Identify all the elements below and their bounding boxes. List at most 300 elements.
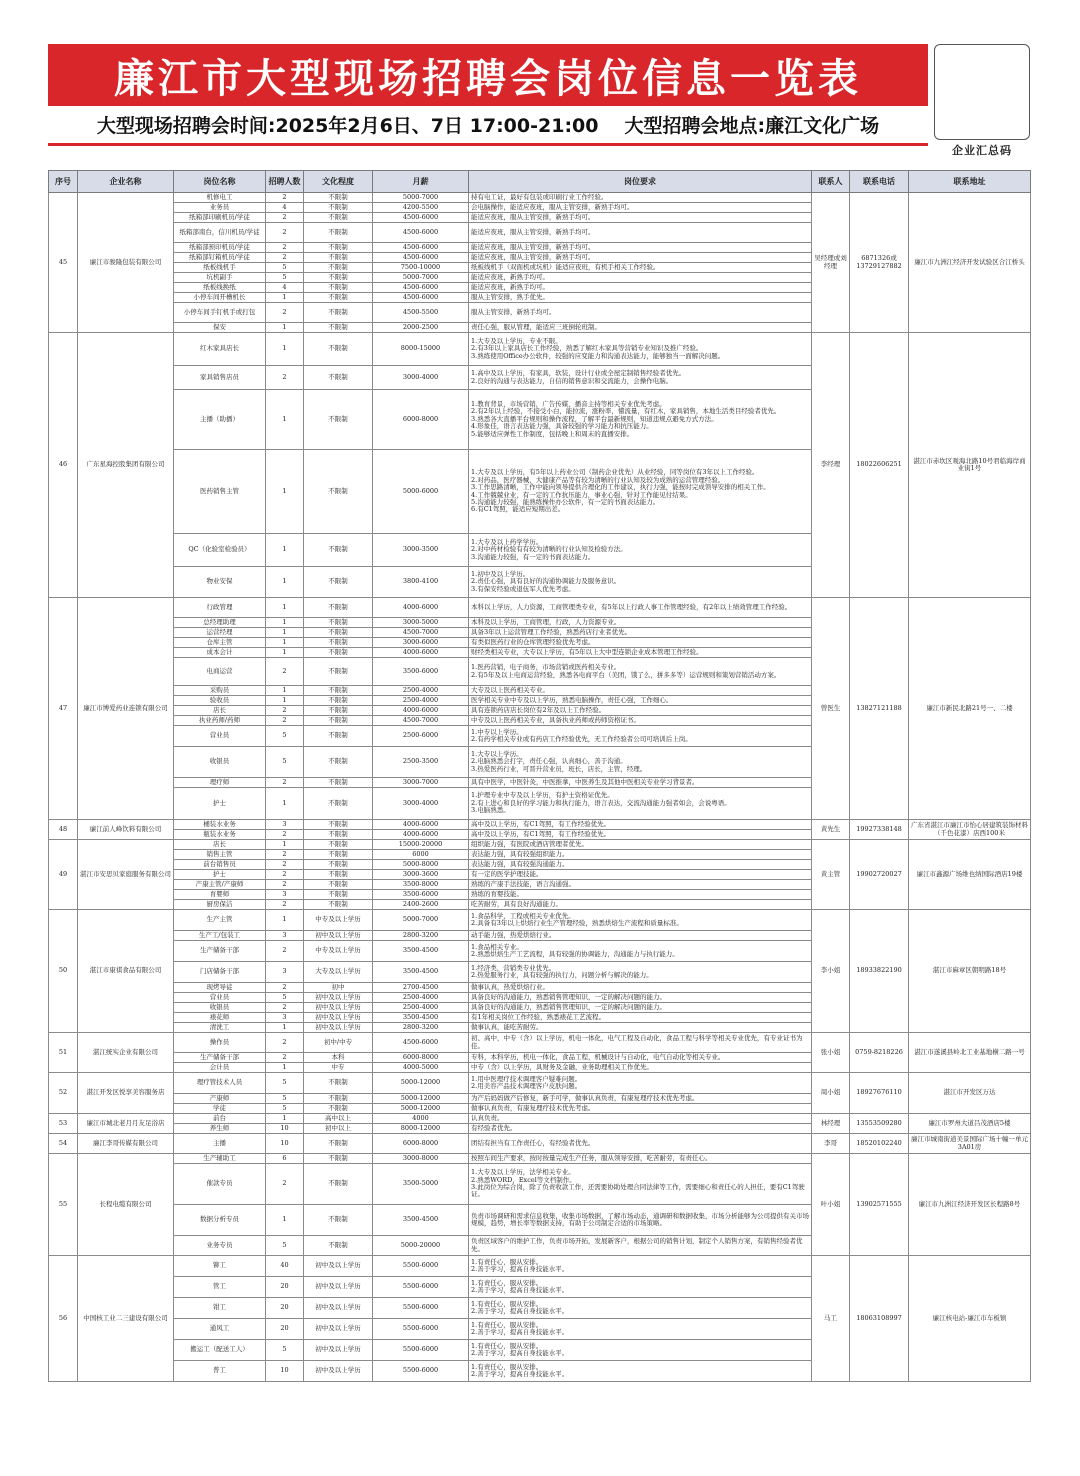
table-row <box>49 1073 1031 1094</box>
requirement-line: 表达能力强，具有较强沟通能力。 <box>471 859 569 868</box>
job-title: 产康师 <box>174 1094 266 1104</box>
requirement-line: 做事认真负责，有康复理疗技术优先考虑。 <box>471 1103 595 1112</box>
headcount: 20 <box>266 1319 304 1340</box>
requirement-line: 动手能力强，热爱烘焙行业。 <box>471 930 556 939</box>
job-requirements <box>469 1124 812 1134</box>
job-title: 裱花师 <box>174 1013 266 1023</box>
requirement-line: 1.大专及以上学历，法学相关专业。 <box>471 1168 575 1177</box>
job-requirements <box>469 366 812 390</box>
job-requirements <box>469 213 812 223</box>
salary: 5500-6000 <box>373 1361 469 1382</box>
requirement-line: 责任心强，服从管理，能适应三班倒轮班制。 <box>471 322 601 331</box>
requirement-line: 2.对中药材检验有有较为清晰的行业认知及检验方法。 <box>471 545 627 554</box>
salary: 5000-7000 <box>373 910 469 931</box>
requirement-line: 负责市场调研和需求信息收集，收集市场数据，了解市场动态，通调研和数据收集，市场分析能够为公司提供有关市场规模，趋势，增长率等数据支持，有助于公司制定合适的市场策略。 <box>471 1211 809 1227</box>
education: 不限制 <box>304 1205 373 1236</box>
headcount: 3 <box>266 1013 304 1023</box>
job-requirements <box>469 390 812 450</box>
job-requirements <box>469 840 812 850</box>
company-name: 廉江市城北老月月友足浴店 <box>78 1114 174 1134</box>
job-title: 店长 <box>174 706 266 716</box>
job-title: 采购员 <box>174 686 266 696</box>
requirement-line: 能适应夜班，新熟手均可。 <box>471 272 549 281</box>
requirement-line: 能适应夜班，服从主管安排，新熟手均可。 <box>471 242 595 251</box>
salary: 3000-4000 <box>373 788 469 820</box>
company-number: 49 <box>49 840 78 910</box>
education: 不限制 <box>304 850 373 860</box>
education: 本科 <box>304 1053 373 1063</box>
education: 不限制 <box>304 860 373 870</box>
education: 不限制 <box>304 1094 373 1104</box>
salary: 3000-5000 <box>373 618 469 628</box>
education: 不限制 <box>304 1134 373 1154</box>
col-header: 文化程度 <box>304 171 373 193</box>
job-requirements <box>469 1298 812 1319</box>
job-requirements <box>469 263 812 273</box>
job-requirements <box>469 283 812 293</box>
contact-person: 马工 <box>812 1256 850 1382</box>
contact-address: 湛江市遂溪县岭北工业基地横二路一号 <box>909 1033 1031 1073</box>
company-name: 湛江统实企业有限公司 <box>78 1033 174 1073</box>
job-requirements <box>469 1063 812 1073</box>
job-title: 物业安保 <box>174 567 266 598</box>
requirement-line: 1.大专及以上学历，专业不限。 <box>471 336 562 345</box>
table-row <box>49 910 1031 931</box>
requirement-line: 4.形象佳，语言表达能力强，具备较强的学习能力和抗压能力。 <box>471 422 653 431</box>
requirement-line: 表达能力强，具有较强组织能力。 <box>471 849 569 858</box>
table-row <box>49 1154 1031 1164</box>
table-row <box>49 598 1031 618</box>
company-number: 50 <box>49 910 78 1033</box>
headcount: 2 <box>266 900 304 910</box>
requirement-line: 2.有药学相关专业或有药店工作经验优先，无工作经验者公司可培训后上岗。 <box>471 735 692 743</box>
salary: 15000-20000 <box>373 840 469 850</box>
salary: 6000-8000 <box>373 390 469 450</box>
job-requirements <box>469 706 812 716</box>
table-row <box>49 820 1031 830</box>
salary: 5000-12000 <box>373 1094 469 1104</box>
job-requirements <box>469 941 812 962</box>
table-row <box>49 840 1031 850</box>
job-title: 钳工 <box>174 1298 266 1319</box>
headcount: 1 <box>266 1205 304 1236</box>
requirement-line: 5.沟通能力较强，能熟练操作办公软件，有一定的书面表达能力。 <box>471 497 660 506</box>
headcount: 1 <box>266 638 304 648</box>
salary: 5500-6000 <box>373 1298 469 1319</box>
company-name: 中国核工业二三建设有限公司 <box>78 1256 174 1382</box>
salary: 3800-4100 <box>373 567 469 598</box>
requirement-line: 熟练的育婴技能。 <box>471 889 523 898</box>
headcount: 1 <box>266 293 304 303</box>
requirement-line: 2.善于学习，提高自身技能水平。 <box>471 1307 569 1315</box>
headcount: 5 <box>266 1236 304 1256</box>
headcount: 1 <box>266 648 304 658</box>
requirement-line: 有类似医药行业的仓库管理经验优先考虑。 <box>471 637 595 646</box>
requirement-line: 1.有责任心，服从安排。 <box>471 1257 543 1266</box>
headcount: 6 <box>266 1154 304 1164</box>
event-location: 大型招聘会地点:廉江文化广场 <box>624 115 880 137</box>
headcount: 5 <box>266 263 304 273</box>
job-requirements <box>469 778 812 788</box>
salary: 5000-12000 <box>373 1104 469 1114</box>
requirement-line: 2.熟悉WORD，Excel等文档制作。 <box>471 1175 576 1184</box>
requirement-line: 熟练的产康手法技能，语言沟通强。 <box>471 879 575 888</box>
job-title: 前台 <box>174 1114 266 1124</box>
salary: 2800-3200 <box>373 931 469 941</box>
table-row <box>49 333 1031 366</box>
headcount: 1 <box>266 333 304 366</box>
job-title: 理疗管技术人员 <box>174 1073 266 1094</box>
salary: 5000-6000 <box>373 450 469 534</box>
education: 初中/中专 <box>304 1033 373 1053</box>
job-requirements <box>469 1134 812 1154</box>
requirement-line: 服从主管安排，新熟手均可。 <box>471 307 556 316</box>
salary: 2700-4500 <box>373 983 469 993</box>
headcount: 1 <box>266 696 304 706</box>
job-title: 红木家具店长 <box>174 333 266 366</box>
education: 不限制 <box>304 830 373 840</box>
job-requirements <box>469 962 812 983</box>
requirement-line: 1.护理专业中专及以上学历，有护士资格证优先。 <box>471 791 614 800</box>
salary: 2500-3500 <box>373 747 469 778</box>
education: 不限制 <box>304 1164 373 1205</box>
requirement-line: 2.对药品，医疗器械，大健康产品等有较为清晰的行业认知及较为成熟的运营管理经验。 <box>471 475 725 484</box>
job-requirements <box>469 1164 812 1205</box>
headcount: 1 <box>266 1063 304 1073</box>
salary: 5500-6000 <box>373 1277 469 1298</box>
salary: 4500-7000 <box>373 628 469 638</box>
headcount: 2 <box>266 716 304 726</box>
table-body <box>49 193 1031 1382</box>
company-number: 47 <box>49 598 78 820</box>
education: 不限制 <box>304 658 373 686</box>
education: 不限制 <box>304 880 373 890</box>
contact-person: 林经理 <box>812 1114 850 1134</box>
job-title: 生产主管 <box>174 910 266 931</box>
requirement-line: 吃苦耐劳，具有良好沟通能力。 <box>471 899 562 908</box>
company-name: 湛江开发区悦享美容服务店 <box>78 1073 174 1114</box>
requirement-line: 财经类相关专业，大专以上学历，有5年以上大中型连锁企业成本管理工作经验。 <box>471 647 703 656</box>
contact-address: 廉江市鑫源广场维也纳国际酒店19楼 <box>909 840 1031 910</box>
job-title: 机修电工 <box>174 193 266 203</box>
education: 初中及以上学历 <box>304 1340 373 1361</box>
requirement-line: 专科，本科学历，机电一体化，食品工程，机械设计与自动化，电气自动化等相关专业。 <box>471 1052 725 1061</box>
col-header: 联系地址 <box>909 171 1031 193</box>
requirement-line: 2.良好的沟通与表达能力，自信的销售意识和交流能力，会操作电脑。 <box>471 376 673 385</box>
headcount: 2 <box>266 870 304 880</box>
headcount: 1 <box>266 628 304 638</box>
education: 初中及以上学历 <box>304 1361 373 1382</box>
contact-phone: 6871326或13729127882 <box>850 193 909 333</box>
salary: 2000-2500 <box>373 323 469 333</box>
salary: 3500-6000 <box>373 658 469 686</box>
requirement-line: 4.工作兢兢业业，有一定的工作抗压能力，事业心强，针对工作能见付结果。 <box>471 490 692 499</box>
headcount: 1 <box>266 788 304 820</box>
requirement-line: 1.有责任心，服从安排。 <box>471 1320 543 1329</box>
requirement-line: 1.有责任心，服从安排。 <box>471 1341 543 1350</box>
salary: 3500-8000 <box>373 880 469 890</box>
education: 初中及以上学历 <box>304 993 373 1003</box>
job-title: 纸板线换纸 <box>174 283 266 293</box>
job-title: 纸箱部南台，信川机员/学徒 <box>174 223 266 243</box>
job-title: 操作员 <box>174 1033 266 1053</box>
headcount: 5 <box>266 993 304 1003</box>
job-title: 学徒 <box>174 1104 266 1114</box>
requirement-line: 为产后妈妈做产后修复，新手可学，做事认真负责，有康复理疗技术优先考虑。 <box>471 1093 699 1102</box>
education: 不限制 <box>304 223 373 243</box>
job-requirements <box>469 1236 812 1256</box>
job-requirements <box>469 1073 812 1094</box>
headcount: 2 <box>266 1033 304 1053</box>
job-title: 主播（助播） <box>174 390 266 450</box>
education: 不限制 <box>304 648 373 658</box>
table-row <box>49 1256 1031 1277</box>
job-requirements <box>469 534 812 567</box>
salary: 3500-4500 <box>373 1013 469 1023</box>
requirement-line: 具备良好的沟通能力，熟悉销售管理知识，一定的解决问题的能力。 <box>471 992 666 1001</box>
requirement-line: 1.大专以上学历。 <box>471 749 523 758</box>
headcount: 2 <box>266 193 304 203</box>
contact-person: 黄主管 <box>812 840 850 910</box>
salary: 4000-6000 <box>373 598 469 618</box>
requirement-line: 1.中专以上学历。 <box>471 727 523 736</box>
job-requirements <box>469 686 812 696</box>
education: 中专及以上学历 <box>304 941 373 962</box>
job-title: 坑机副手 <box>174 273 266 283</box>
education: 初中及以上学历 <box>304 1003 373 1013</box>
job-title: 通风工 <box>174 1319 266 1340</box>
col-header: 联系电话 <box>850 171 909 193</box>
company-name: 廉江李哥传媒有限公司 <box>78 1134 174 1154</box>
job-requirements <box>469 747 812 778</box>
contact-person: 黄先生 <box>812 820 850 840</box>
education: 初中 <box>304 983 373 993</box>
salary: 2800-3200 <box>373 1023 469 1033</box>
salary: 4500-6000 <box>373 1033 469 1053</box>
salary: 5500-6000 <box>373 1340 469 1361</box>
job-title: 电商运营 <box>174 658 266 686</box>
salary: 5000-7000 <box>373 193 469 203</box>
job-requirements <box>469 830 812 840</box>
job-requirements <box>469 880 812 890</box>
salary: 4500-6000 <box>373 283 469 293</box>
job-requirements <box>469 726 812 747</box>
requirement-line: 中专及以上医药相关专业，具备执业药师或药师资格证书。 <box>471 715 640 724</box>
education: 不限制 <box>304 243 373 253</box>
headcount: 5 <box>266 747 304 778</box>
requirement-line: 1.大专及以上学历，有5年以上药业公司（制药企业优先）从业经验，同等岗位有3年以上工作经验。 <box>471 468 759 477</box>
education: 不限制 <box>304 716 373 726</box>
headcount: 2 <box>266 941 304 962</box>
job-title: 桶装水业务 <box>174 820 266 830</box>
education: 不限制 <box>304 283 373 293</box>
job-requirements <box>469 223 812 243</box>
contact-address: 湛江市麻章区朝明路18号 <box>909 910 1031 1033</box>
job-requirements <box>469 243 812 253</box>
requirement-line: 服从主管安排，熟手优先。 <box>471 292 549 301</box>
company-number: 53 <box>49 1114 78 1134</box>
table-row <box>49 1114 1031 1124</box>
salary: 2500-6000 <box>373 726 469 747</box>
requirement-line: 大专及以上医药相关专业。 <box>471 685 549 694</box>
requirement-line: 1.教育背景，市场营销，广告传媒，播音主持等相关专业优先考虑。 <box>471 399 666 408</box>
requirement-line: 负责区域客户的维护工作，负责市场开拓，发展新客户，根据公司的销售计划，制定个人销售方案，有销售经验者优先。 <box>471 1237 803 1253</box>
salary: 4500-5500 <box>373 303 469 323</box>
job-title: 店长 <box>174 840 266 850</box>
job-requirements <box>469 1361 812 1382</box>
job-requirements <box>469 1340 812 1361</box>
job-requirements <box>469 983 812 993</box>
requirement-line: 具有中医学，中医针灸，中医推拿，中医养生及其他中医相关专业学习背景者。 <box>471 777 699 786</box>
requirement-line: 2.热爱服务行业，具有较强的执行力，问题分析与解决的能力。 <box>471 971 653 979</box>
company-number: 55 <box>49 1154 78 1256</box>
job-requirements <box>469 1104 812 1114</box>
job-title: 主播 <box>174 1134 266 1154</box>
contact-phone: 19902720027 <box>850 840 909 910</box>
job-title: 生产储备干部 <box>174 1053 266 1063</box>
education: 不限制 <box>304 534 373 567</box>
contact-address: 廉江市城南街道美景国际广场十幢一单元3A01房 <box>909 1134 1031 1154</box>
job-requirements <box>469 1256 812 1277</box>
requirement-line: 2.有5年及以上电商运营经验，熟悉各电商平台（美团，饿了么，拼多多等）运营规则和策划营销活动方案。 <box>471 670 781 679</box>
job-title: 催款专员 <box>174 1164 266 1205</box>
col-header: 岗位名称 <box>174 171 266 193</box>
salary: 5000-12000 <box>373 1073 469 1094</box>
company-number: 46 <box>49 333 78 598</box>
job-title: 清洗工 <box>174 1023 266 1033</box>
job-requirements <box>469 931 812 941</box>
headcount: 10 <box>266 1124 304 1134</box>
headcount: 3 <box>266 962 304 983</box>
requirement-line: 2.电脑熟悉会打字，责任心强，认真细心，善于沟通。 <box>471 757 627 766</box>
job-title: 理疗师 <box>174 778 266 788</box>
event-time: 大型现场招聘会时间:2025年2月6日、7日 17:00-21:00 <box>96 115 599 137</box>
job-title: 销售主管 <box>174 850 266 860</box>
job-title: 育婴师 <box>174 890 266 900</box>
job-requirements <box>469 333 812 366</box>
education: 不限制 <box>304 628 373 638</box>
col-header: 序号 <box>49 171 78 193</box>
salary: 4000-6000 <box>373 706 469 716</box>
education: 不限制 <box>304 193 373 203</box>
education: 不限制 <box>304 303 373 323</box>
job-title: QC（化验室检验员） <box>174 534 266 567</box>
headcount: 1 <box>266 910 304 931</box>
headcount: 2 <box>266 830 304 840</box>
education: 不限制 <box>304 366 373 390</box>
education: 不限制 <box>304 293 373 303</box>
contact-person: 叶小姐 <box>812 1154 850 1256</box>
col-header: 招聘人数 <box>266 171 304 193</box>
contact-address: 廉江市九洲江经济开发区长程路8号 <box>909 1154 1031 1256</box>
job-requirements <box>469 860 812 870</box>
salary: 3500-5000 <box>373 1164 469 1205</box>
job-table <box>48 170 1031 1382</box>
education: 不限制 <box>304 450 373 534</box>
table-header-row <box>49 171 1031 193</box>
headcount: 10 <box>266 1134 304 1154</box>
headcount: 1 <box>266 567 304 598</box>
job-title: 运营经理 <box>174 628 266 638</box>
contact-address: 廉江市罗州大道吕茂酒店5楼 <box>909 1114 1031 1134</box>
requirement-line: 2.具备有3年以上烘焙行业生产管理经验，熟悉烘焙生产流程和质量标准。 <box>471 919 683 927</box>
requirement-line: 做事认真，热爱烘焙行业。 <box>471 982 549 991</box>
requirement-line: 3.热爱医药行业，可晋升营业员，班长，店长，主管，经理。 <box>471 764 647 773</box>
requirement-line: 中专（含）以上学历，具财务及金融，业务助理相关工作优先。 <box>471 1062 653 1071</box>
salary: 3000-7000 <box>373 778 469 788</box>
job-requirements <box>469 618 812 628</box>
contact-address: 广东省湛江市廉江市怡心居建筑装饰材料（千色花漆）店西100米 <box>909 820 1031 840</box>
education: 不限制 <box>304 726 373 747</box>
contact-person: 李哥 <box>812 1134 850 1154</box>
job-requirements <box>469 1094 812 1104</box>
company-number: 51 <box>49 1033 78 1073</box>
requirement-line: 高中及以上学历，有C1驾照，有工作经验优先。 <box>471 829 611 838</box>
requirement-line: 3.工作思路清晰，工作中能向领导提供合理化的工作建议，执行力强，能按时完成领导安排的相关工作。 <box>471 483 770 492</box>
requirement-line: 认真负责。 <box>471 1113 504 1122</box>
salary: 2500-4000 <box>373 993 469 1003</box>
salary: 3500-6000 <box>373 890 469 900</box>
salary: 8000-12000 <box>373 1124 469 1134</box>
contact-person: 周小姐 <box>812 1073 850 1114</box>
salary: 4200-5500 <box>373 203 469 213</box>
requirement-line: 2.有上进心和良好的学习能力和执行能力，语言表达，交流沟通能力强者如会，会说粤语。 <box>471 798 731 807</box>
job-requirements <box>469 910 812 931</box>
job-requirements <box>469 567 812 598</box>
job-title: 业务专员 <box>174 1236 266 1256</box>
contact-person: 李小姐 <box>812 910 850 1033</box>
headcount: 5 <box>266 1104 304 1114</box>
job-requirements <box>469 273 812 283</box>
contact-address: 廉江市新民北路21号一、二楼 <box>909 598 1031 820</box>
salary: 2500-4000 <box>373 686 469 696</box>
education: 不限制 <box>304 1073 373 1094</box>
salary: 2500-4000 <box>373 696 469 706</box>
job-title: 普工 <box>174 1361 266 1382</box>
job-requirements <box>469 658 812 686</box>
requirement-line: 2.善于学习，提高自身技能水平。 <box>471 1265 569 1273</box>
requirement-line: 高中及以上学历，有C1驾照，有工作经验优先。 <box>471 819 611 828</box>
salary: 3000-3500 <box>373 534 469 567</box>
job-requirements <box>469 890 812 900</box>
job-requirements <box>469 450 812 534</box>
requirement-line: 能适应夜班，服从主管安排，新熟手均可。 <box>471 252 595 261</box>
requirement-line: 持有电工证，最好有包装或印刷行业工作经验。 <box>471 192 608 201</box>
contact-phone: 18022606251 <box>850 333 909 598</box>
job-requirements <box>469 1154 812 1164</box>
headcount: 5 <box>266 1073 304 1094</box>
contact-phone: 18520102240 <box>850 1134 909 1154</box>
job-title: 纸箱部钉箱机员/学徒 <box>174 253 266 263</box>
company-name: 廉江前人峰饮料有限公司 <box>78 820 174 840</box>
salary: 6000-8000 <box>373 1053 469 1063</box>
education: 不限制 <box>304 706 373 716</box>
requirement-line: 1.有责任心，服从安排。 <box>471 1362 543 1371</box>
job-requirements <box>469 598 812 618</box>
headcount: 2 <box>266 778 304 788</box>
requirement-line: 能适应夜班，服从主管安排，新熟手均可。 <box>471 227 595 236</box>
job-title: 生产辅助工 <box>174 1154 266 1164</box>
job-title: 行政管理 <box>174 598 266 618</box>
contact-phone: 0759-8218226 <box>850 1033 909 1073</box>
education: 不限制 <box>304 273 373 283</box>
job-title: 护士 <box>174 788 266 820</box>
education: 不限制 <box>304 686 373 696</box>
job-requirements <box>469 696 812 706</box>
requirement-line: 2.用美容产品技术调理客户皮肤问题。 <box>471 1082 582 1090</box>
contact-address: 湛江市赤坎区观海北路10号君临海岸商业街1号 <box>909 333 1031 598</box>
col-header: 岗位要求 <box>469 171 812 193</box>
